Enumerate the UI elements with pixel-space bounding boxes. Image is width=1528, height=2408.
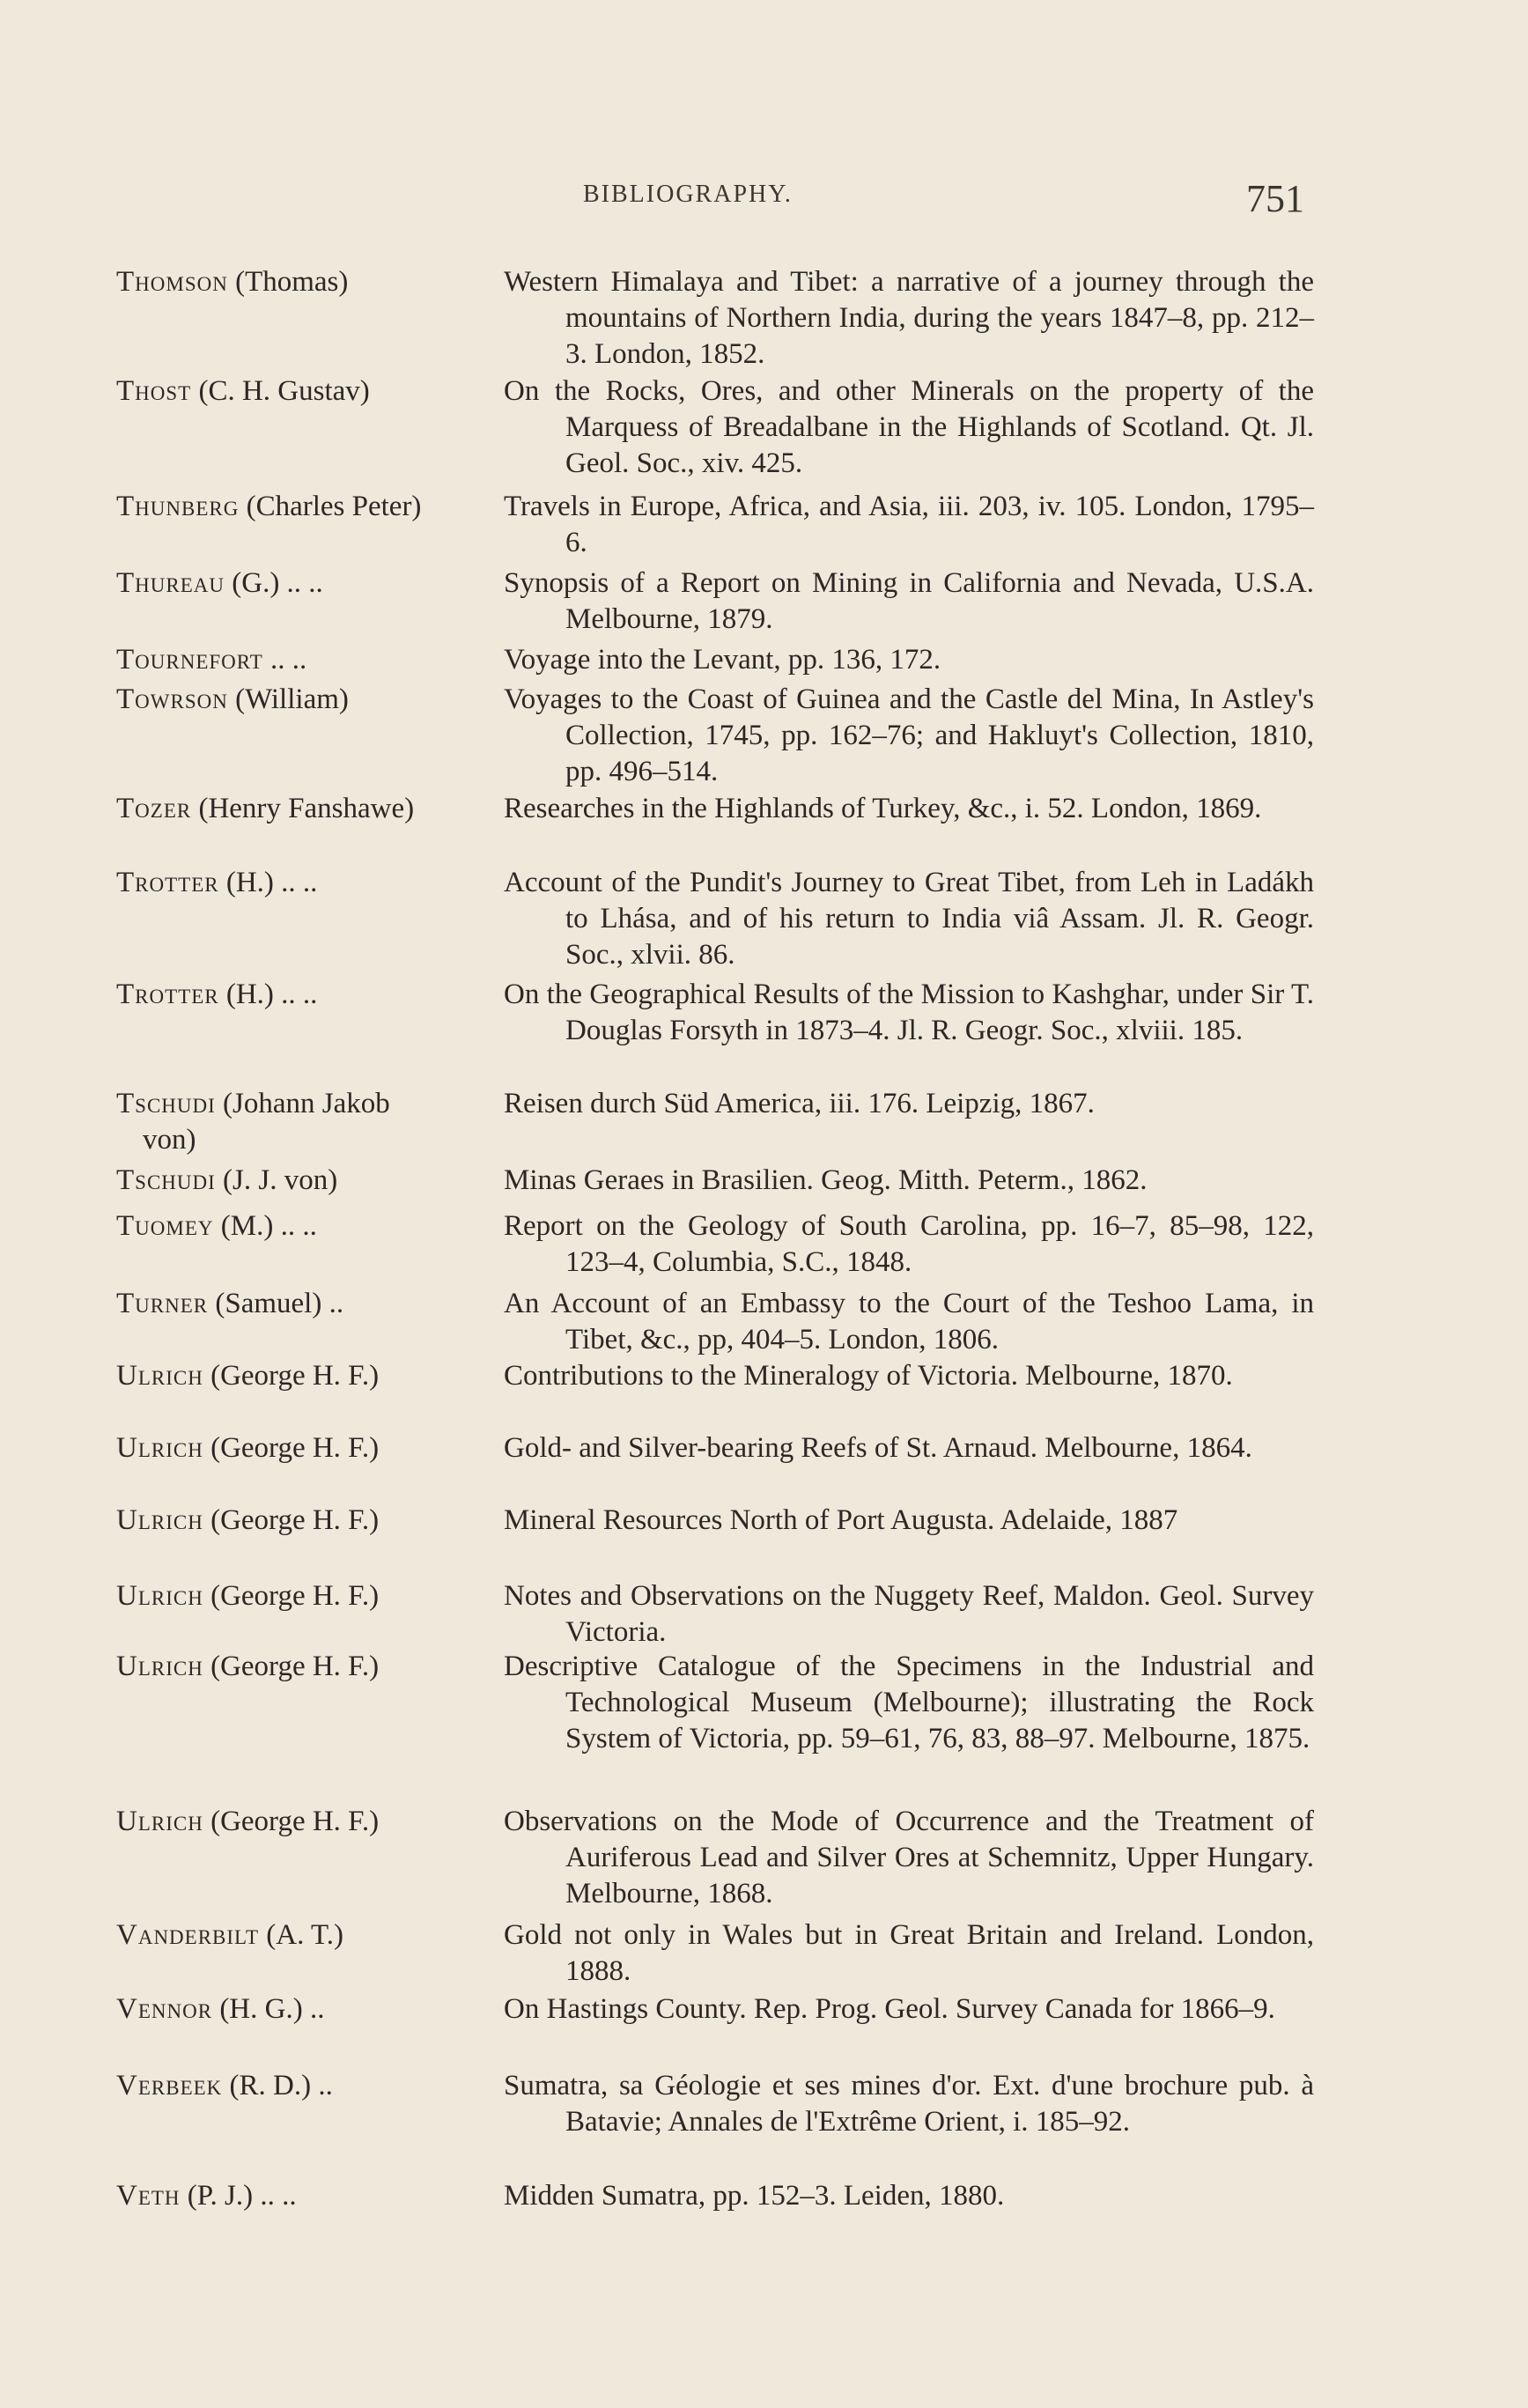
author-surname: Ulrich <box>116 1504 203 1536</box>
author-surname: Veth <box>116 2180 181 2212</box>
entry-work: An Account of an Embassy to the Court of the Teshoo Lama, in Tibet, &c., pp, 404–5. London, 1806. <box>504 1288 1314 1355</box>
entry-author <box>116 1917 451 1954</box>
author-details: (J. J. von) <box>215 1164 338 1196</box>
author-details: (Charles Peter) <box>239 491 422 522</box>
author-surname: Ulrich <box>116 1580 203 1612</box>
author-details: (George H. F.) <box>203 1360 380 1392</box>
author-details: (H.) .. .. <box>218 867 318 898</box>
author-details: (H. G.) .. <box>212 1993 325 2025</box>
bibliography-entry <box>116 865 1314 977</box>
bibliography-entry <box>116 977 1314 1086</box>
entry-work: Gold not only in Wales but in Great Britain and Ireland. London, 1888. <box>504 1919 1314 1987</box>
author-surname: Vanderbilt <box>116 1919 260 1951</box>
bibliography-entry <box>116 642 1314 682</box>
entry-author <box>116 977 451 1013</box>
author-details: (William) <box>227 683 349 715</box>
entry-author <box>116 1804 451 1840</box>
running-title: BIBLIOGRAPHY. <box>583 181 793 208</box>
bibliography-entry <box>116 2068 1314 2178</box>
entry-author <box>116 373 451 410</box>
entry-author <box>116 2068 451 2104</box>
bibliography-entry <box>116 1578 1314 1649</box>
entry-author <box>116 1163 451 1199</box>
entry-work: Western Himalaya and Tibet: a narrative of a journey through the mountains of Northern India, during the years 1847–8, pp. 212–3. London, 1852. <box>504 266 1314 370</box>
entry-author <box>116 1578 451 1614</box>
entry-work: Voyage into the Levant, pp. 136, 172. <box>504 644 941 676</box>
entry-work: Midden Sumatra, pp. 152–3. Leiden, 1880. <box>504 2180 1005 2212</box>
entry-author <box>116 264 451 300</box>
entry-author <box>116 1649 451 1685</box>
author-surname: Vennor <box>116 1993 213 2025</box>
entry-author <box>116 1286 451 1322</box>
author-details: (George H. F.) <box>203 1432 380 1464</box>
entry-author <box>116 791 451 827</box>
author-surname: Trotter <box>116 979 219 1010</box>
author-details: (Johann Jakob von) <box>143 1088 390 1156</box>
author-surname: Tournefort <box>116 644 263 676</box>
entry-work: On the Geographical Results of the Mission to Kashghar, under Sir T. Douglas Forsyth in 1873–4. Jl. R. Geogr. Soc., xlviii. 185. <box>504 979 1314 1046</box>
entry-work: Minas Geraes in Brasilien. Geog. Mitth. Peterm., 1862. <box>504 1164 1148 1196</box>
author-surname: Ulrich <box>116 1806 203 1837</box>
entry-work: Reisen durch Süd America, iii. 176. Leipzig, 1867. <box>504 1088 1095 1119</box>
bibliography-entry <box>116 2178 1314 2218</box>
author-surname: Tschudi <box>116 1088 216 1119</box>
author-surname: Thost <box>116 375 192 407</box>
author-details: (George H. F.) <box>203 1651 380 1682</box>
bibliography-entry <box>116 1286 1314 1358</box>
bibliography-entry <box>116 1649 1314 1804</box>
entry-work: Synopsis of a Report on Mining in California and Nevada, U.S.A. Melbourne, 1879. <box>504 567 1314 635</box>
bibliography-entry <box>116 1991 1314 2068</box>
author-surname: Verbeek <box>116 2070 223 2101</box>
author-surname: Trotter <box>116 867 219 898</box>
author-surname: Tuomey <box>116 1210 214 1242</box>
entry-work: Voyages to the Coast of Guinea and the Castle del Mina, In Astley's Collection, 1745, pp. 162–76; and Hakluyt's Collection, 1810, pp. 496–514. <box>504 683 1314 787</box>
entry-author <box>116 489 451 525</box>
bibliography-entry <box>116 565 1314 642</box>
author-details: (Thomas) <box>227 266 349 298</box>
author-surname: Thomson <box>116 266 228 298</box>
author-details: (George H. F.) <box>203 1806 380 1837</box>
entry-author <box>116 1086 451 1158</box>
entry-work: Mineral Resources North of Port Augusta. Adelaide, 1887 <box>504 1504 1178 1536</box>
author-details: (George H. F.) <box>203 1504 380 1536</box>
bibliography-entry <box>116 791 1314 865</box>
entry-author <box>116 642 451 678</box>
author-surname: Ulrich <box>116 1360 203 1392</box>
bibliography-entry <box>116 373 1314 489</box>
entry-work: Report on the Geology of South Carolina, pp. 16–7, 85–98, 122, 123–4, Columbia, S.C., 1848. <box>504 1210 1314 1278</box>
entry-work: Account of the Pundit's Journey to Great Tibet, from Leh in Ladákh to Lhása, and of his return to India viâ Assam. Jl. R. Geogr. Soc., xlvii. 86. <box>504 867 1314 971</box>
author-surname: Tschudi <box>116 1164 216 1196</box>
entry-author <box>116 1358 451 1394</box>
author-details: (A. T.) <box>259 1919 343 1951</box>
bibliography-entry <box>116 1503 1314 1578</box>
entry-work: Researches in the Highlands of Turkey, &c., i. 52. London, 1869. <box>504 793 1262 824</box>
entry-author <box>116 865 451 901</box>
author-details: (Henry Fanshawe) <box>191 793 415 824</box>
author-details: (M.) .. .. <box>213 1210 317 1242</box>
bibliography-entry <box>116 264 1314 373</box>
entry-author <box>116 1991 451 2028</box>
entry-author <box>116 1503 451 1539</box>
entry-author <box>116 1430 451 1466</box>
author-details: (C. H. Gustav) <box>191 375 370 407</box>
author-details: (P. J.) .. .. <box>180 2180 297 2212</box>
author-surname: Turner <box>116 1288 209 1319</box>
author-details: (George H. F.) <box>203 1580 380 1612</box>
bibliography-entry <box>116 489 1314 565</box>
author-details: (G.) .. .. <box>225 567 323 599</box>
entry-work: Contributions to the Mineralogy of Victoria. Melbourne, 1870. <box>504 1360 1233 1392</box>
bibliography-entry <box>116 1163 1314 1208</box>
bibliography-entry <box>116 1086 1314 1163</box>
entry-work: Sumatra, sa Géologie et ses mines d'or. Ext. d'une brochure pub. à Batavie; Annales de l'Extrême Orient, i. 185–92. <box>504 2070 1314 2138</box>
entry-work: Travels in Europe, Africa, and Asia, iii. 203, iv. 105. London, 1795–6. <box>504 491 1314 558</box>
author-details: (Samuel) .. <box>208 1288 344 1319</box>
bibliography-entry <box>116 1430 1314 1503</box>
entry-work: On the Rocks, Ores, and other Minerals on the property of the Marquess of Breadalbane in the Highlands of Scotland. Qt. Jl. Geol. Soc., xiv. 425. <box>504 375 1314 479</box>
entry-work: Notes and Observations on the Nuggety Reef, Maldon. Geol. Survey Victoria. <box>504 1580 1314 1648</box>
author-details: (H.) .. .. <box>218 979 318 1010</box>
author-surname: Ulrich <box>116 1651 203 1682</box>
entry-work: Gold- and Silver-bearing Reefs of St. Arnaud. Melbourne, 1864. <box>504 1432 1252 1464</box>
entry-author <box>116 2178 451 2214</box>
bibliography-entry <box>116 1804 1314 1917</box>
entry-author <box>116 682 451 718</box>
entry-author <box>116 565 451 602</box>
author-surname: Thunberg <box>116 491 240 522</box>
bibliography-entry <box>116 1358 1314 1430</box>
page-number: 751 <box>1246 177 1304 220</box>
author-details: (R. D.) .. <box>222 2070 333 2101</box>
bibliography-entry <box>116 682 1314 791</box>
author-surname: Towrson <box>116 683 228 715</box>
entry-work: Descriptive Catalogue of the Specimens in the Industrial and Technological Museum (Melbourne); illustrating the Rock System of Victoria, pp. 59–61, 76, 83, 88–97. Melbourne, 1875. <box>504 1651 1314 1754</box>
bibliography-entry <box>116 1208 1314 1286</box>
entry-work: Observations on the Mode of Occurrence and the Treatment of Auriferous Lead and Silver Ores at Schemnitz, Upper Hungary. Melbourne, 1868. <box>504 1806 1314 1909</box>
bibliography-entry <box>116 1917 1314 1991</box>
entry-work: On Hastings County. Rep. Prog. Geol. Survey Canada for 1866–9. <box>504 1993 1275 2025</box>
author-details: .. .. <box>262 644 307 676</box>
bibliography-list <box>116 264 1314 2218</box>
author-surname: Thureau <box>116 567 225 599</box>
author-surname: Ulrich <box>116 1432 203 1464</box>
author-surname: Tozer <box>116 793 192 824</box>
entry-author <box>116 1208 451 1245</box>
